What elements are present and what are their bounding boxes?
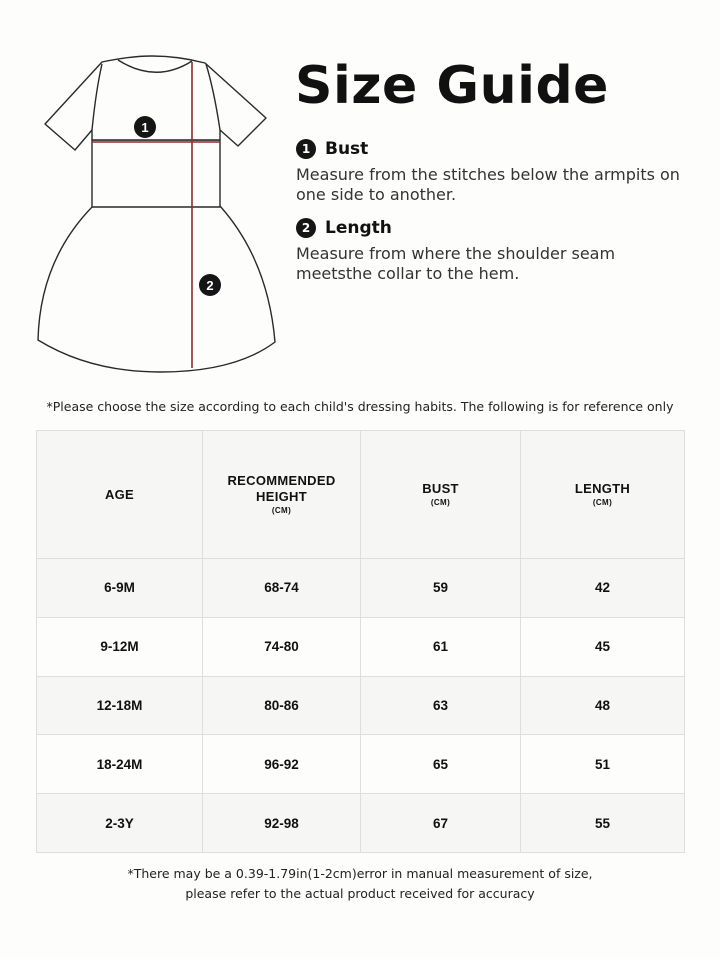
length-number-badge: 2 bbox=[296, 218, 316, 238]
length-heading: Length bbox=[325, 218, 392, 238]
bust-instruction bbox=[296, 139, 696, 205]
bust-number-badge: 1 bbox=[296, 139, 316, 159]
page-title: Size Guide bbox=[295, 56, 609, 116]
cell-length: 55 bbox=[521, 794, 685, 853]
size-table bbox=[36, 430, 685, 853]
table-row bbox=[37, 735, 685, 794]
table-row bbox=[37, 617, 685, 676]
cell-height: 74-80 bbox=[203, 617, 361, 676]
table-header-row bbox=[37, 431, 685, 559]
cell-age: 12-18M bbox=[37, 676, 203, 735]
cell-length: 45 bbox=[521, 617, 685, 676]
cell-bust: 61 bbox=[361, 617, 521, 676]
cell-bust: 63 bbox=[361, 676, 521, 735]
cell-age: 9-12M bbox=[37, 617, 203, 676]
header-height-label: RECOMMENDED HEIGHT bbox=[227, 473, 336, 504]
bust-description: Measure from the stitches below the armpits on one side to another. bbox=[296, 165, 680, 204]
table-row bbox=[37, 676, 685, 735]
header-bust bbox=[361, 431, 521, 559]
cell-length: 42 bbox=[521, 559, 685, 618]
cell-height: 96-92 bbox=[203, 735, 361, 794]
cell-length: 51 bbox=[521, 735, 685, 794]
table-row bbox=[37, 559, 685, 618]
measurement-error-note-line2: please refer to the actual product received for accuracy bbox=[185, 886, 535, 901]
cell-age: 18-24M bbox=[37, 735, 203, 794]
header-bust-unit: (CM) bbox=[430, 498, 451, 507]
cell-bust: 59 bbox=[361, 559, 521, 618]
header-length-label: LENGTH bbox=[574, 481, 631, 496]
cell-age: 2-3Y bbox=[37, 794, 203, 853]
measurement-error-note-line1: *There may be a 0.39-1.79in(1-2cm)error in manual measurement of size, bbox=[127, 866, 593, 881]
table-row bbox=[37, 794, 685, 853]
header-height bbox=[203, 431, 361, 559]
length-description: Measure from where the shoulder seam meetsthe collar to the hem. bbox=[296, 244, 616, 283]
measurement-error-note bbox=[0, 864, 720, 904]
header-age bbox=[37, 431, 203, 559]
header-length bbox=[521, 431, 685, 559]
length-marker: 2 bbox=[206, 278, 214, 293]
bust-marker: 1 bbox=[141, 120, 149, 135]
cell-height: 92-98 bbox=[203, 794, 361, 853]
cell-bust: 67 bbox=[361, 794, 521, 853]
cell-height: 80-86 bbox=[203, 676, 361, 735]
cell-length: 48 bbox=[521, 676, 685, 735]
bust-heading: Bust bbox=[325, 139, 369, 159]
length-instruction bbox=[296, 218, 696, 284]
header-height-unit: (CM) bbox=[271, 506, 292, 515]
header-bust-label: BUST bbox=[422, 481, 459, 496]
dress-bodice bbox=[92, 140, 220, 207]
header-length-unit: (CM) bbox=[592, 498, 613, 507]
dress-illustration bbox=[30, 50, 280, 380]
cell-height: 68-74 bbox=[203, 559, 361, 618]
reference-note: *Please choose the size according to each child's dressing habits. The following is for reference only bbox=[46, 399, 674, 414]
cell-bust: 65 bbox=[361, 735, 521, 794]
header-age-label: AGE bbox=[104, 486, 135, 502]
dress-top bbox=[45, 56, 266, 150]
dress-skirt bbox=[38, 206, 275, 372]
cell-age: 6-9M bbox=[37, 559, 203, 618]
